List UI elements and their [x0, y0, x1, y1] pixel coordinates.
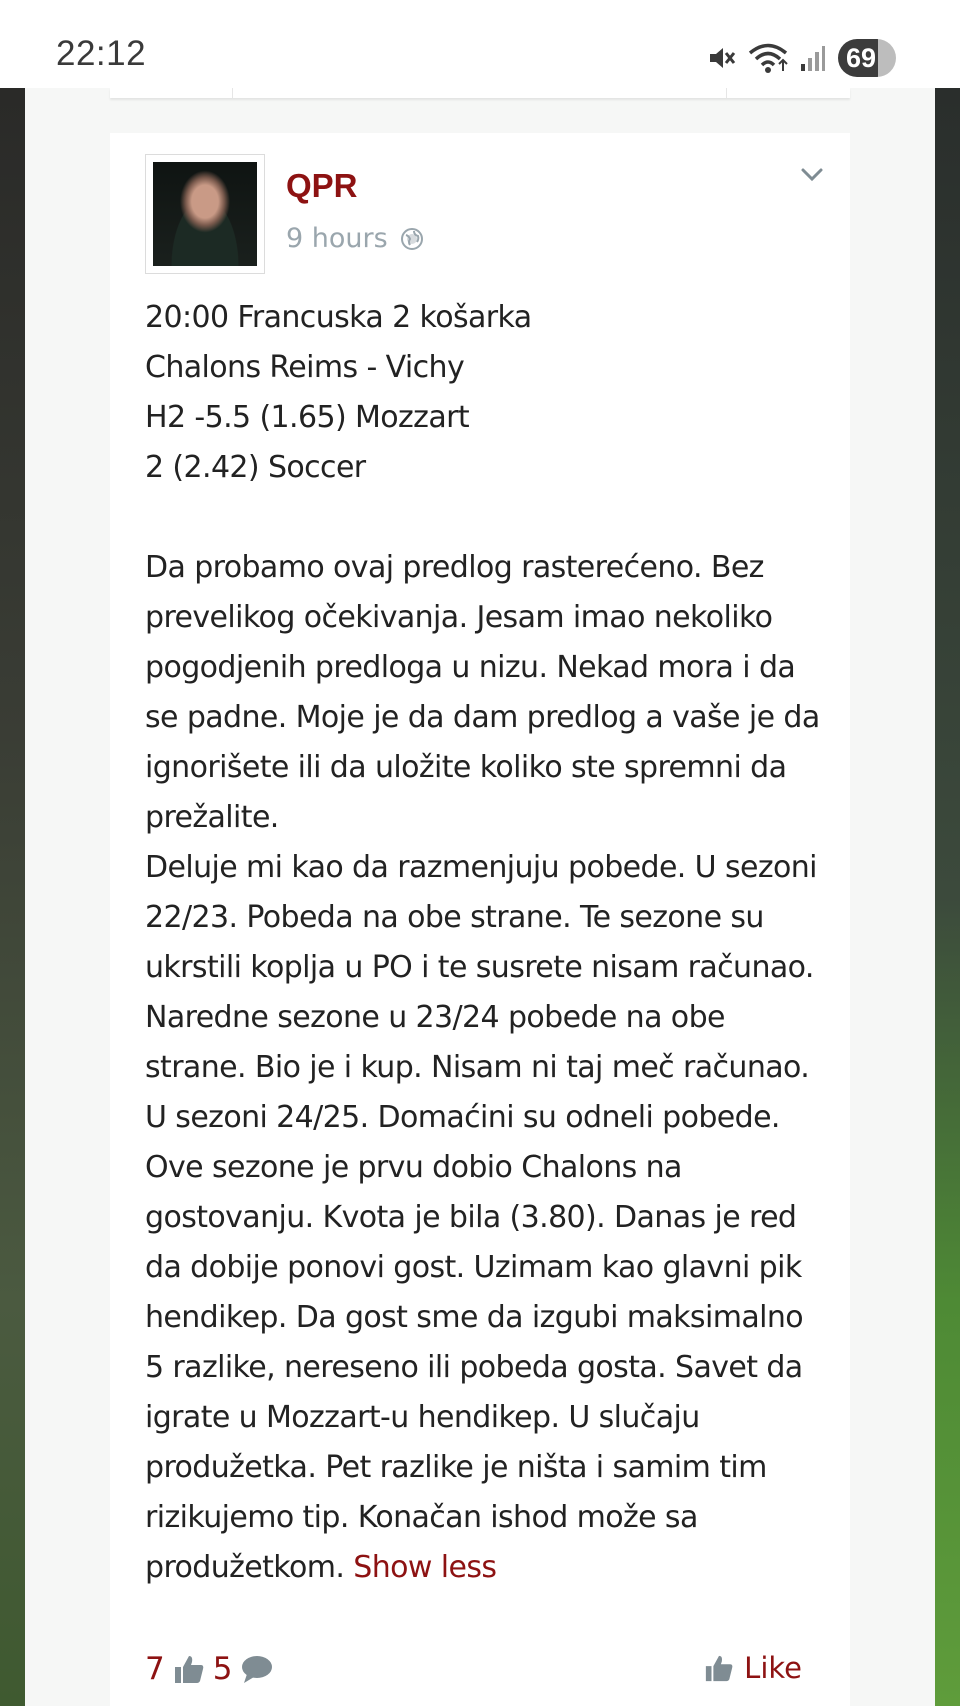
post-paragraph-1: Da probamo ovaj predlog rasterećeno. Bez prevelikog očekivanja. Jesam imao nekoliko pogodjenih predloga u nizu. Nekad mora i da se padne. Moje je da dam predlog a vaše je da ignorišete ili da uložite koliko ste spremni da prežalite.: [145, 550, 820, 835]
globe-icon: [400, 227, 424, 251]
post-line: Chalons Reims - Vichy: [145, 350, 465, 385]
battery-icon: [838, 39, 896, 77]
show-less-link[interactable]: Show less: [353, 1550, 497, 1585]
post-line: 2 (2.42) Soccer: [145, 450, 366, 485]
post-line: H2 -5.5 (1.65) Mozzart: [145, 400, 470, 435]
battery-level: 69: [846, 42, 877, 73]
background-image-right: [935, 88, 960, 1706]
post-body: [145, 293, 825, 1593]
likes-count[interactable]: 7: [145, 1651, 165, 1687]
comment-icon: [240, 1654, 274, 1684]
status-icons: [706, 38, 896, 78]
status-bar: [0, 0, 960, 88]
post-card: [110, 133, 850, 1706]
signal-icon: [800, 44, 826, 72]
status-time: 22:12: [56, 34, 147, 73]
author-name[interactable]: QPR: [286, 167, 358, 204]
thumbs-up-icon: [173, 1653, 205, 1685]
post-stats: [145, 1651, 274, 1687]
post-paragraph-2-text: Deluje mi kao da razmenjuju pobede. U sezoni 22/23. Pobeda na obe strane. Te sezone su ukrstili koplja u PO i te susrete nisam računao. Naredne sezone u 23/24 pobede na obe strane. Bio je i kup. Nisam ni taj meč računao. U sezoni 24/25. Domaćini su odneli pobede. Ove sezone je prvu dobio Chalons na gostovanju. Kvota je bila (3.80). Danas je red da dobije ponovi gost. Uzimam kao glavni pik hendikep. Da gost sme da izgubi maksimalno 5 razlike, nereseno ili pobeda gosta. Savet da igrate u Mozzart-u hendikep. U slučaju produžetka. Pet razlike je ništa i samim tim rizikujemo tip. Konačan ishod može sa produžetkom.: [145, 850, 817, 1585]
like-button-label: Like: [744, 1651, 802, 1685]
post-line: 20:00 Francuska 2 košarka: [145, 300, 532, 335]
wifi-icon: [748, 42, 788, 74]
previous-post-footer: [110, 88, 850, 98]
avatar[interactable]: [145, 154, 265, 274]
post-time-label: 9 hours: [286, 223, 388, 254]
like-button[interactable]: [704, 1651, 802, 1685]
post-time[interactable]: [286, 223, 424, 254]
background-image-left: [0, 88, 25, 1706]
chevron-down-icon[interactable]: [798, 161, 826, 189]
comments-count[interactable]: 5: [212, 1651, 233, 1687]
post-paragraph-2: [145, 843, 825, 1593]
thumbs-up-icon: [704, 1653, 734, 1683]
avatar-image: [153, 162, 257, 266]
mute-icon: [706, 43, 736, 73]
